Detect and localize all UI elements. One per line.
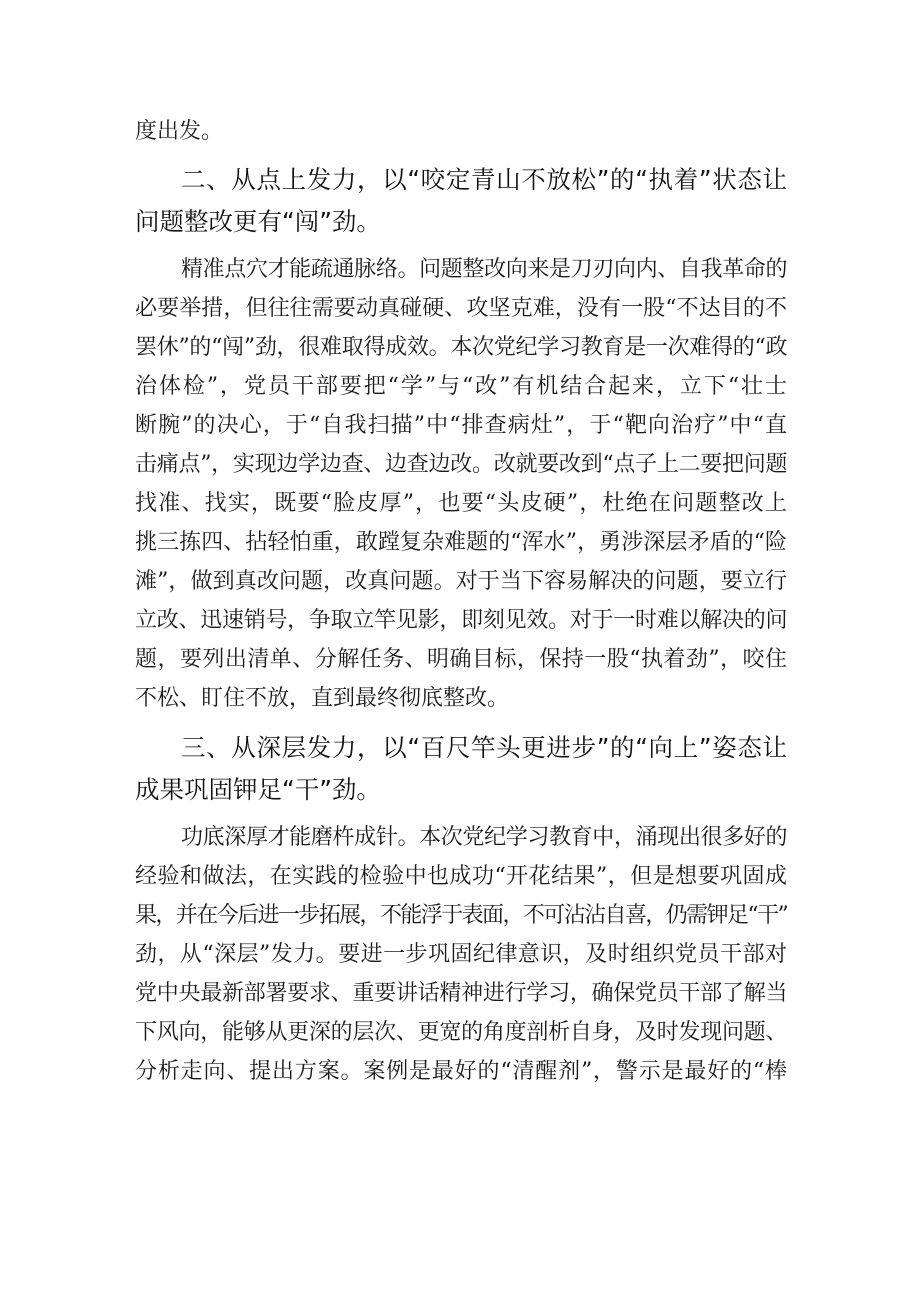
text-line: 必要举措，但往往需要动真碰硬、攻坚克难，没有一股“不达目的不 (135, 296, 787, 321)
text-line: 精准点穴才能疏通脉络。问题整改向来是刀刃向内、自我革命的 (181, 257, 787, 282)
document-page (135, 112, 787, 1091)
section-2-heading (135, 159, 787, 243)
text-line: 立改、迅速销号，争取立竿见影，即刻见效。对于一时难以解决的问 (135, 608, 787, 633)
section-2-body (135, 250, 787, 718)
text-line: 治体检”，党员干部要把“学”与“改”有机结合起来，立下“壮士 (135, 374, 787, 399)
heading-line: 二、从点上发力，以“咬定青山不放松”的“执着”状态让 (181, 165, 787, 194)
text-line: 经验和做法，在实践的检验中也成功“开花结果”，但是想要巩固成 (135, 864, 787, 889)
text-line: 击痛点”，实现边学边查、边查边改。改就要改到“点子上二要把问题 (135, 452, 787, 477)
section-3-heading (135, 727, 787, 811)
text-line: 下风向，能够从更深的层次、更宽的角度剖析自身，及时发现问题、 (135, 1020, 787, 1045)
text-line: 题，要列出清单、分解任务、明确目标，保持一股“执着劲”，咬住 (135, 647, 787, 672)
text-line: 分析走向、提出方案。案例是最好的“清醒剂”，警示是最好的“棒 (135, 1059, 787, 1084)
heading-line: 成果巩固钾足“干”劲。 (135, 775, 381, 804)
text-line: 挑三拣四、拈轻怕重，敢蹚复杂难题的“浑水”，勇涉深层矛盾的“险 (135, 530, 787, 555)
text-line: 劲，从“深层”发力。要进一步巩固纪律意识，及时组织党员干部对 (135, 942, 787, 967)
intro-paragraph (135, 112, 787, 151)
text-line: 断腕”的决心，于“自我扫描”中“排查病灶”，于“靶向治疗”中“直 (135, 413, 787, 438)
text-line: 不松、盯住不放，直到最终彻底整改。 (135, 686, 510, 711)
heading-line: 问题整改更有“闯”劲。 (135, 207, 381, 236)
text-line: 功底深厚才能磨杵成针。本次党纪学习教育中，涌现出很多好的 (181, 825, 787, 850)
text-line: 党中央最新部署要求、重要讲话精神进行学习，确保党员干部了解当 (135, 981, 787, 1006)
text-line: 滩”，做到真改问题，改真问题。对于当下容易解决的问题，要立行 (135, 569, 787, 594)
text-line: 果，并在今后进一步拓展，不能浮于表面，不可沾沾自喜，仍需钾足“干” (135, 903, 787, 928)
heading-line: 三、从深层发力，以“百尺竿头更进步”的“向上”姿态让 (181, 733, 787, 762)
text-line: 度出发。 (135, 119, 224, 144)
text-line: 罢休”的“闯”劲，很难取得成效。本次党纪学习教育是一次难得的“政 (135, 335, 787, 360)
text-line: 找准、找实，既要“脸皮厚”，也要“头皮硬”，杜绝在问题整改上 (135, 491, 787, 516)
section-3-body (135, 818, 787, 1091)
